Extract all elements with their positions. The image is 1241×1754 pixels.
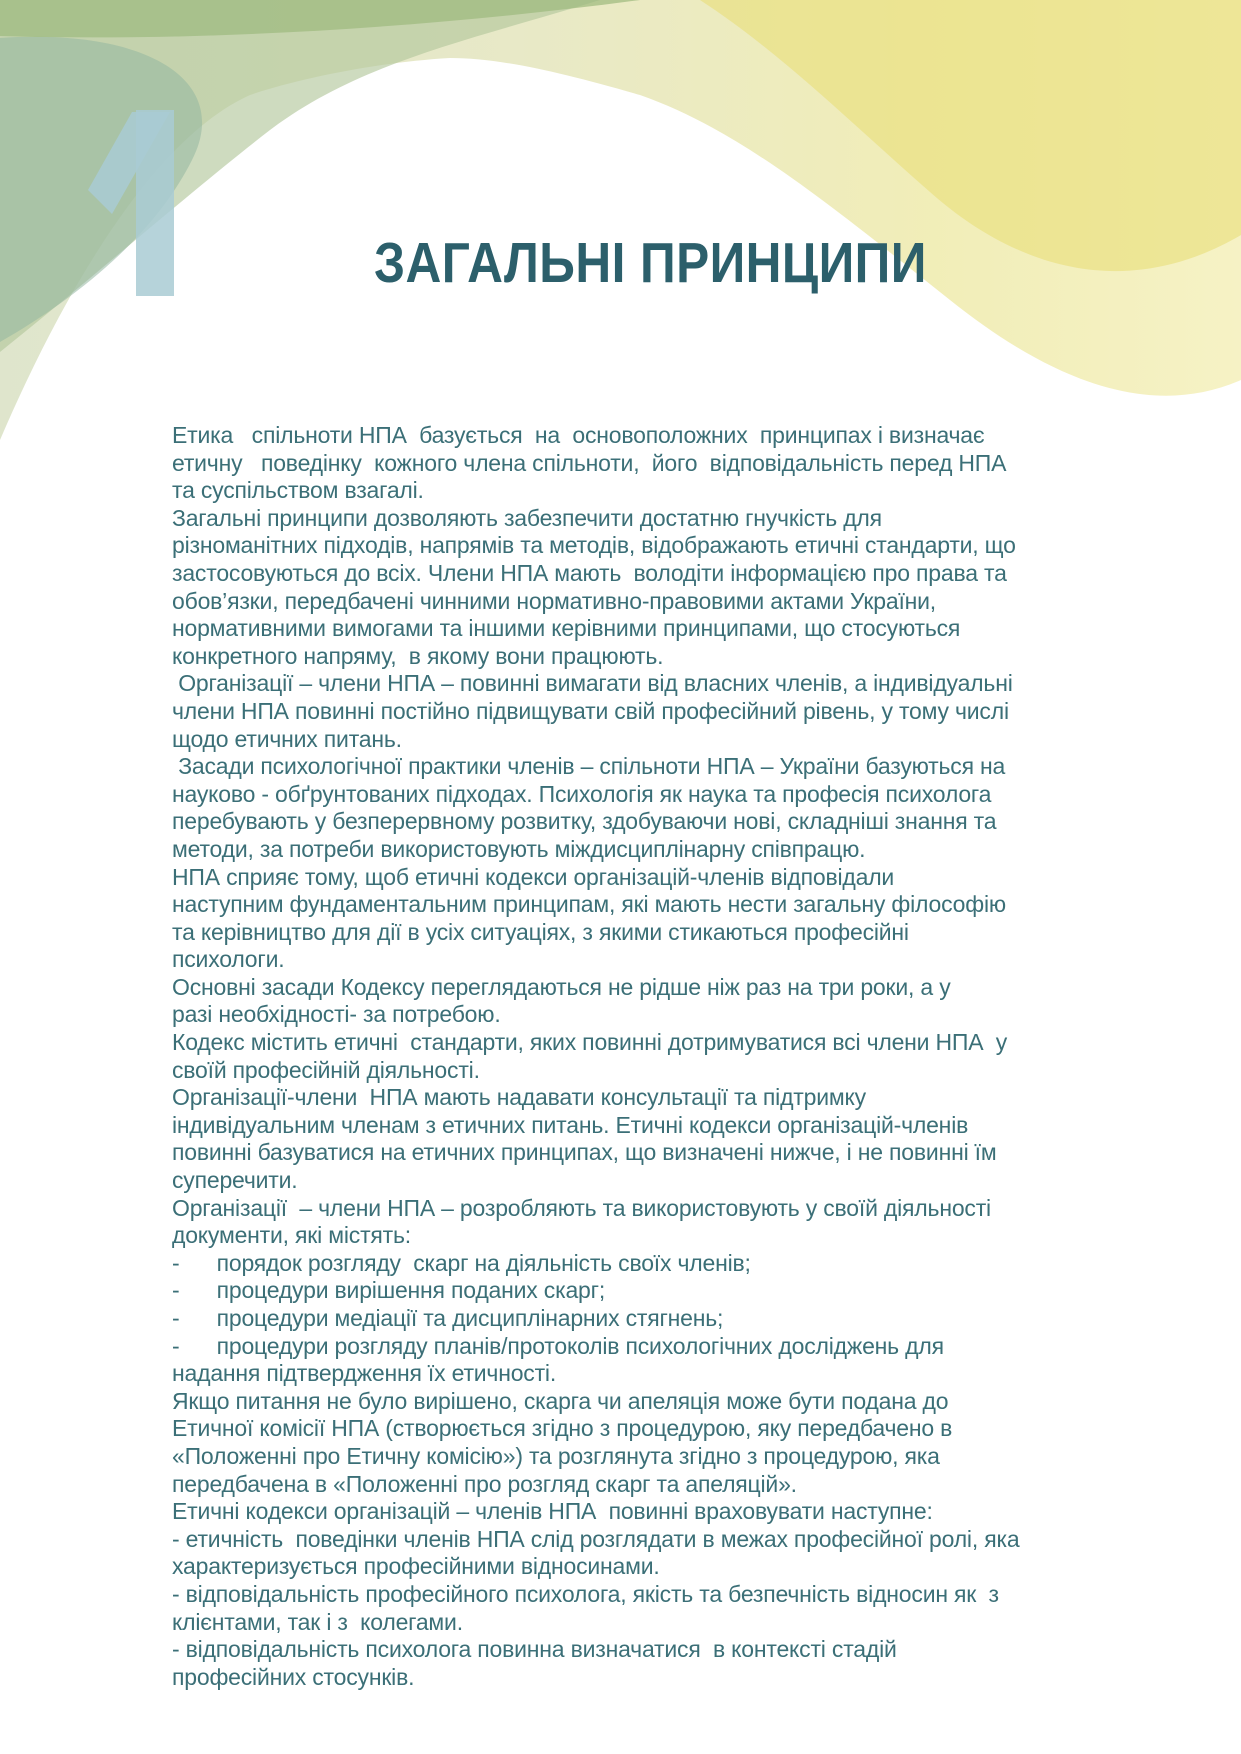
text-line: надання підтвердження їх етичності. — [172, 1360, 557, 1387]
text-line: різноманітних підходів, напрямів та методів, відображають етичні стандарти, що — [172, 532, 1016, 559]
text-line: Етичної комісії НПА (створюється згідно з процедурою, яку передбачено в — [172, 1415, 953, 1442]
text-line: нормативними вимогами та іншими керівними принципами, що стосуються — [172, 615, 961, 642]
text-line: передбачена в «Положенні про розгляд скарг та апеляцій». — [172, 1470, 797, 1497]
text-line: методи, за потреби використовують міждисциплінарну співпрацю. — [172, 835, 866, 862]
text-line: Основні засади Кодексу переглядаються не рідше ніж раз на три роки, а у — [172, 973, 951, 1000]
text-line: Організації-члени НПА мають надавати консультації та підтримку — [172, 1084, 866, 1111]
text-line: Етичні кодекси організацій – членів НПА повинні враховувати наступне: — [172, 1498, 933, 1525]
text-line: своїй професійній діяльності. — [172, 1056, 480, 1083]
text-line: Етика спільноти НПА базується на основоположних принципах і визначає — [172, 422, 985, 448]
page-title: ЗАГАЛЬНІ ПРИНЦИПИ — [374, 231, 927, 295]
text-line: - процедури вирішення поданих скарг; — [172, 1277, 606, 1304]
text-line: наступним фундаментальним принципам, які мають нести загальну філософію — [172, 891, 1006, 918]
body-text — [172, 422, 1132, 1691]
text-line: Якщо питання не було вирішено, скарга чи апеляція може бути подана до — [172, 1387, 949, 1414]
text-line: Засади психологічної практики членів – спільноти НПА – України базуються на — [172, 753, 1006, 780]
text-line: - відповідальність психолога повинна визначатися в контексті стадій — [172, 1636, 897, 1663]
text-line: - процедури медіації та дисциплінарних стягнень; — [172, 1305, 724, 1331]
text-line: - етичність поведінки членів НПА слід розглядати в межах професійної ролі, яка — [172, 1525, 1020, 1552]
text-line: конкретного напряму, в якому вони працюють. — [172, 642, 664, 669]
text-line: разі необхідності- за потребою. — [172, 1001, 501, 1028]
text-line: індивідуальним членам з етичних питань. Етичні кодекси організацій-членів — [172, 1111, 969, 1138]
text-line: щодо етичних питань. — [172, 725, 402, 752]
text-line: Загальні принципи дозволяють забезпечити достатню гнучкість для — [172, 504, 882, 531]
text-line: - відповідальність професійного психолога, якість та безпечність відносин як з — [172, 1580, 999, 1607]
text-line: - порядок розгляду скарг на діяльність своїх членів; — [172, 1249, 751, 1276]
text-line: члени НПА повинні постійно підвищувати свій професійний рівень, у тому числі — [172, 697, 1009, 724]
text-line: клієнтами, так і з колегами. — [172, 1608, 463, 1635]
text-line: характеризується професійними відносинами. — [172, 1553, 660, 1580]
chapter-number-stem — [136, 110, 174, 296]
text-line: суперечити. — [172, 1167, 298, 1194]
text-line: обов’язки, передбачені чинними нормативно-правовими актами України, — [172, 587, 936, 614]
text-line: перебувають у безперервному розвитку, здобуваючи нові, складніші знання та — [172, 808, 997, 835]
text-line: застосовуються до всіх. Члени НПА мають володіти інформацією про права та — [172, 559, 1007, 586]
text-line: психологи. — [172, 946, 285, 973]
text-line: науково - обґрунтованих підходах. Психологія як наука та професія психолога — [172, 780, 992, 807]
text-line: - процедури розгляду планів/протоколів психологічних досліджень для — [172, 1332, 944, 1359]
text-line: НПА сприяє тому, щоб етичні кодекси організацій-членів відповідали — [172, 863, 895, 890]
text-line: Організації – члени НПА – розробляють та використовують у своїй діяльності — [172, 1194, 991, 1221]
text-line: етичну поведінку кожного члена спільноти, його відповідальність перед НПА — [172, 449, 1007, 476]
text-line: Організації – члени НПА – повинні вимагати від власних членів, а індивідуальні — [172, 670, 1013, 697]
text-line: та керівництво для дії в усіх ситуаціях, з якими стикаються професійні — [172, 918, 909, 945]
text-line: «Положенні про Етичну комісію») та розглянута згідно з процедурою, яка — [172, 1442, 940, 1469]
text-line: Кодекс містить етичні стандарти, яких повинні дотримуватися всі члени НПА у — [172, 1029, 1008, 1056]
text-line: документи, які містять: — [172, 1222, 411, 1249]
text-line: повинні базуватися на етичних принципах, що визначені нижче, і не повинні їм — [172, 1139, 997, 1166]
text-line: та суспільством взагалі. — [172, 477, 424, 504]
text-line: професійних стосунків. — [172, 1663, 415, 1690]
